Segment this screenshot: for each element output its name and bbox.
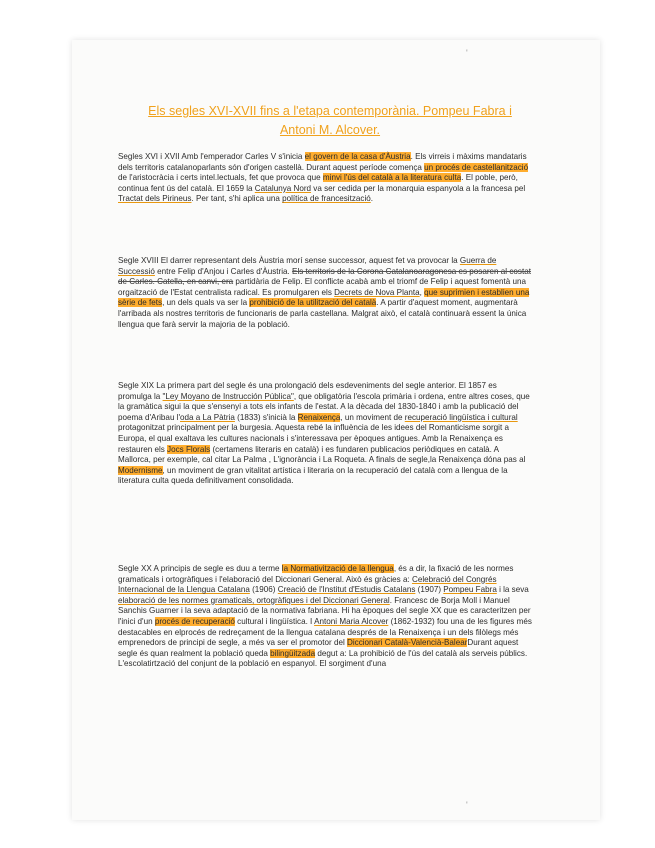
text-run: , un moviment de <box>340 412 405 422</box>
text-run: degut a: La prohibició de l'ús del català als serveis públics. L'escolatirtzació del conjunt de la població en espanyol. El sorgiment d'una <box>118 648 528 669</box>
text-run: protagonitzat principalment per la burgesia. Aquesta rebé la influència de les idees del Romanticisme sorgit a Europa, el qual exaltava les cultures nacionals i s'interessava per èpoques antigues. Amb la Renaixença es restauren els <box>118 423 509 454</box>
highlight: minvi l'ús del català a la literatura culta <box>322 173 462 183</box>
text-run: . <box>370 194 374 204</box>
text-run: (1907) <box>415 585 444 595</box>
underline: Creació de l'Institut d'Estudis Catalans <box>277 585 416 595</box>
highlight: la Normativització de la llengua <box>281 564 394 573</box>
highlight: el govern de la casa d'Àustria <box>304 152 411 161</box>
paragraph-18th-century <box>118 256 532 330</box>
text-run: . A partir d'aquest moment, augmentarà l'arribada als nostres territoris de funcionaris de parla castellana. Malgrat això, el català continuarà essent la única llengua que farà servir la majoria de la població. <box>118 298 527 329</box>
scan-mark: ' <box>466 800 468 810</box>
text-run: . Per tant, s'hi aplica una <box>191 194 283 204</box>
text-run: . Francesc de Borja Moll i Manuel Sanchis Guarner i la seva adaptació de la normativa fabriana. Hi ha èpoques del segle XX que es caracteritzen per l'inici d'un <box>118 595 531 626</box>
title-line-2: Antoni M. Alcover. <box>279 123 381 137</box>
scan-mark: ' <box>466 48 468 58</box>
paragraph-19th-century <box>118 381 532 487</box>
highlight: que suprimien i establien una sèrie de fets <box>118 287 530 308</box>
highlight: procés de recuperació <box>154 616 235 626</box>
text-run: , és a dir, la fixació de les normes gramaticals i ortogràfiques i l'elaboració del Diccionari General. Això és gràcies a: <box>118 564 514 584</box>
highlight: prohibició de la utilització del català <box>249 298 377 308</box>
underline: Antoni Maria Alcover <box>314 616 389 626</box>
document-title <box>80 102 580 140</box>
highlight: Renaixença <box>297 412 341 422</box>
highlight: Jocs Florals <box>167 444 211 454</box>
title-line-1: Els segles XVI-XVII fins a l'etapa contemporània. Pompeu Fabra i <box>148 104 512 118</box>
text-run: (1906) <box>249 585 278 595</box>
underline: "Ley Moyano de Instrucción Pública" <box>162 391 294 401</box>
highlight: bilingüitzada <box>270 648 316 658</box>
text-run: , un dels quals va ser la <box>162 298 250 308</box>
text-run: . Els virreis i màxims mandataris dels territoris catalanoparlants són d'origen castellà. Durant aquest període comença <box>118 152 527 172</box>
text-run: Segle XIX La primera part del segle és una prolongació dels esdeveniments del segle anterior. El 1857 es promulga la <box>118 381 497 401</box>
highlight: un procés de castellanització <box>424 162 529 172</box>
text-run: Segle XX A principis de segle es duu a terme <box>118 564 282 573</box>
text-run: , <box>419 287 425 297</box>
text-run: de l'aristocràcia i certs intel.lectuals, fet que provoca que <box>118 173 323 183</box>
text-run: (1833) s'inicià la <box>234 412 298 422</box>
text-run: . El poble, però, continua fent ús del català. El 1659 la <box>118 173 518 193</box>
text-run: cultural i lingüística. I <box>234 616 315 626</box>
text-run: (certamens literaris en català) i es fundaren publicacios periòdiques en català. A Mallorca, per exemple, cal citar La Palma , L'ignorància i La Roqueta. A finals de segle,la Renaixença dóna pas al <box>118 444 526 465</box>
underline: Tractat dels Pirineus <box>118 194 192 204</box>
strikethrough: Els territoris de la Corona Catalanoaragonesa es posaren al costat de Carles. Catella, en canvi, era <box>118 266 531 287</box>
text-run: (1862-1932) fou una de les figures més destacables en elprocés de redreçament de la llengua catalana després de la Renaixença i un dels filòlegs més emprenedors de principi de segle, a més va ser el promotor del <box>118 616 532 648</box>
paragraph-20th-century <box>118 564 532 670</box>
text-run: i la seva <box>496 585 529 595</box>
paragraph-16th-17th-century <box>118 152 532 205</box>
text-run: Segle XVIII El darrer representant dels Àustria morí sense successor, aquest fet va provocar la <box>118 256 460 265</box>
underline: Pompeu Fabra <box>443 585 497 595</box>
underline: política de francesització <box>282 194 371 204</box>
underline: oda a La Pàtria <box>180 412 235 422</box>
highlight: Modernisme <box>118 465 163 475</box>
underline: Celebració del Congrés Internacional de la Llengua Catalana <box>118 574 497 595</box>
text-run: , que obligatòria l'escola primària i ordena, entre altres coses, que la gramàtica sigui la que s'ensenyi a tots els infants de l'estat. A la dècada del 1830-1840 i amb la publicació del poema d'Aribau l' <box>118 391 530 422</box>
text-run: partidària de Felip. El conflicte acabà amb el triomf de Felip i aquest fomentà una orgaització de l'Estat centralista radical. Es promulgaren els <box>118 277 527 297</box>
text-run: va ser cedida per la monarquia espanyola a la francesa pel <box>311 183 526 193</box>
text-run: entre Felip d'Anjou i Carles d'Àustria. <box>154 266 293 276</box>
text-run: Segles XVI i XVII Amb l'emperador Carles V s'inicia <box>118 152 305 161</box>
text-run: Durant aquest segle és quan realment la població queda <box>118 638 519 658</box>
underline: Decrets de Nova Planta <box>334 287 420 297</box>
underline: recuperació lingüística i cultural <box>404 412 518 422</box>
text-run: , un moviment de gran vitalitat artística i literaria on la recuperació del català com a llengua de la literatura culta queda definitivament consolidada. <box>118 465 508 486</box>
underline: Guerra de Successió <box>118 256 497 276</box>
underline: Catalunya Nord <box>254 183 312 193</box>
underline: elaboració de les normes gramaticals, ortogràfiques i del Diccionari General <box>118 595 390 605</box>
highlight: Diccionari Català-Valencià-Balear <box>347 638 468 648</box>
